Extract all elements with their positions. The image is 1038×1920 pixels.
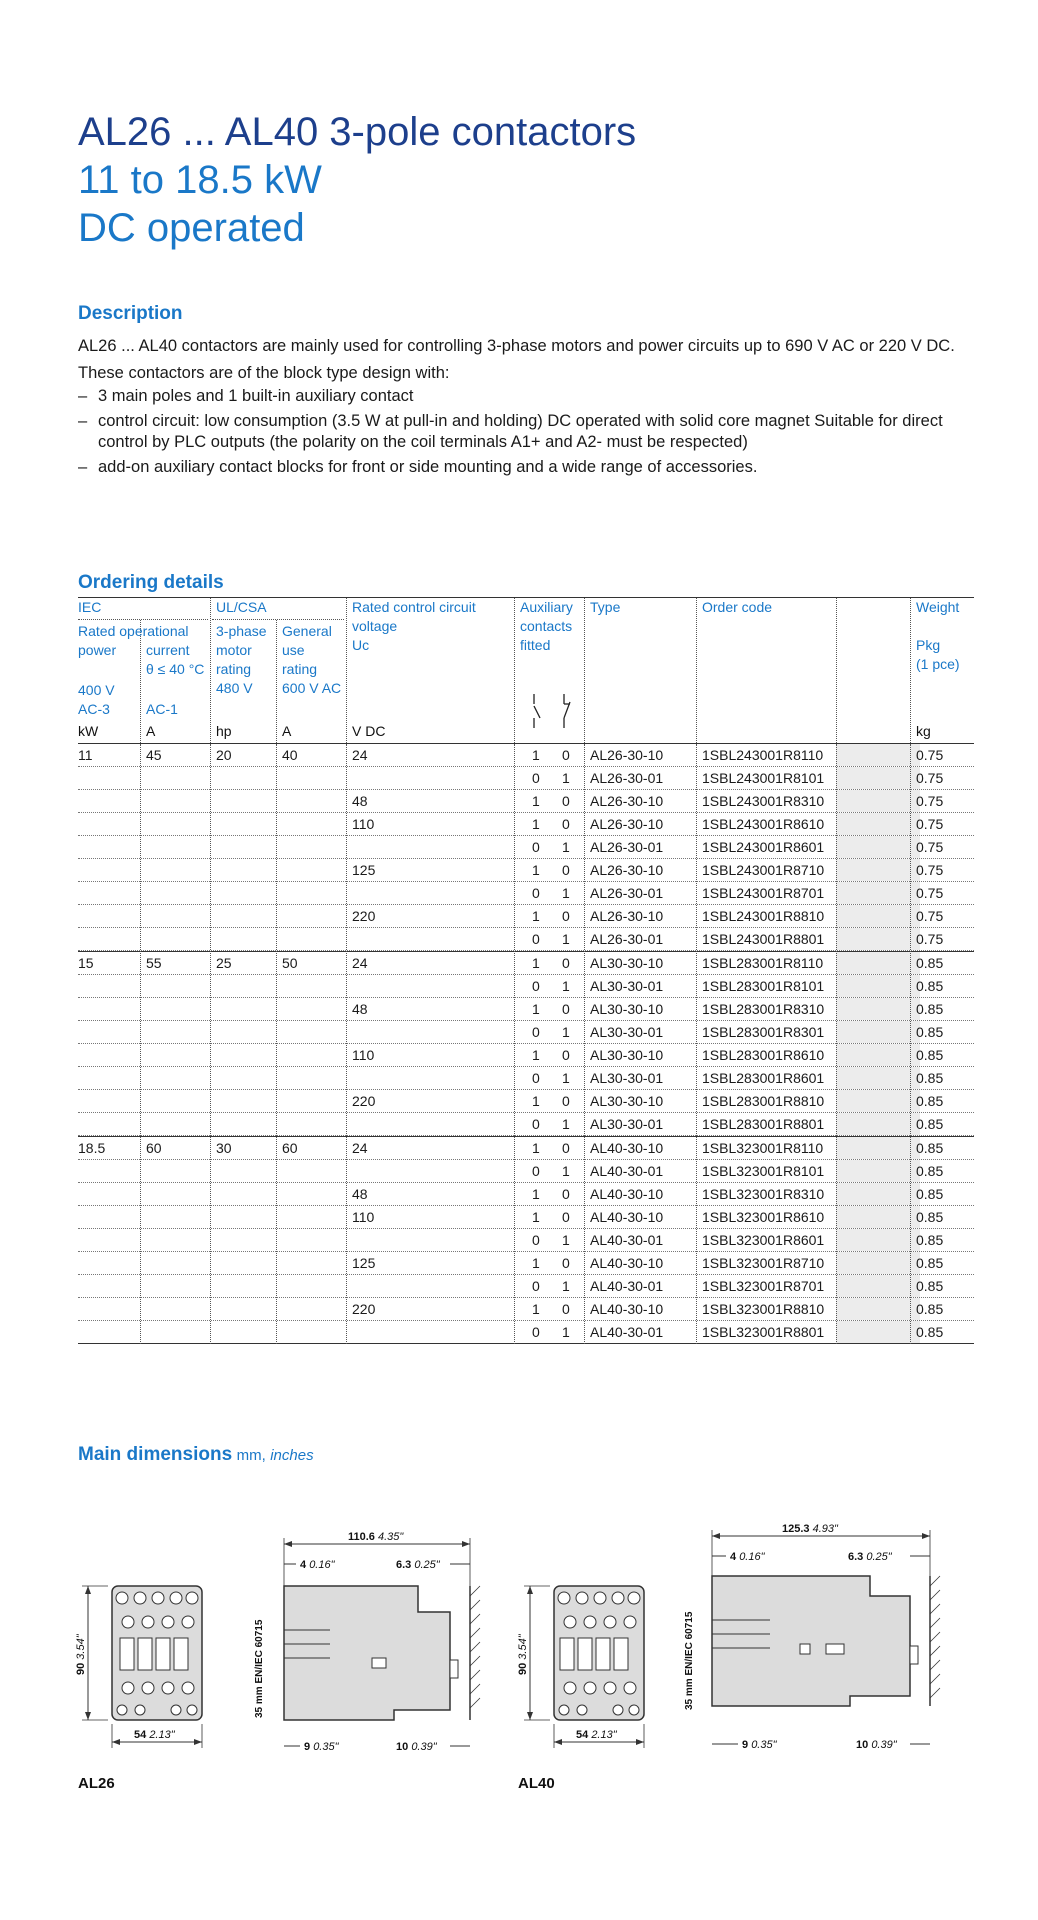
al40-d9: 9 bbox=[742, 1739, 749, 1751]
al26-depth: 110.6 bbox=[348, 1531, 375, 1543]
table-header bbox=[78, 597, 974, 744]
al40-d4: 4 bbox=[730, 1551, 737, 1563]
cell-weight: 0.85 bbox=[916, 1278, 944, 1294]
table-row bbox=[78, 1229, 974, 1252]
cell-type: AL40-30-01 bbox=[590, 1232, 664, 1248]
al26-height: 90 bbox=[75, 1662, 87, 1675]
dimensions-heading: Main dimensions bbox=[78, 1444, 233, 1465]
cell-aux-no: 1 bbox=[532, 1301, 540, 1317]
cell-aux-nc: 0 bbox=[562, 1186, 570, 1202]
cell-order-code: 1SBL283001R8801 bbox=[702, 1116, 825, 1132]
cell-kw: 15 bbox=[78, 955, 94, 971]
cell-type: AL30-30-01 bbox=[590, 1070, 664, 1086]
hdr-theta: θ ≤ 40 °C bbox=[146, 661, 205, 677]
cell-type: AL30-30-01 bbox=[590, 1024, 664, 1040]
cell-aux-no: 1 bbox=[532, 908, 540, 924]
cell-type: AL40-30-10 bbox=[590, 1209, 664, 1225]
cell-type: AL40-30-01 bbox=[590, 1163, 664, 1179]
hdr-gu-4: 600 V AC bbox=[282, 680, 342, 696]
cell-weight: 0.85 bbox=[916, 1093, 944, 1109]
dimensions-units-in: inches bbox=[270, 1447, 314, 1464]
cell-voltage: 24 bbox=[352, 955, 368, 971]
cell-type: AL26-30-01 bbox=[590, 931, 664, 947]
hdr-hp: hp bbox=[216, 723, 232, 739]
al40-depth: 125.3 bbox=[782, 1523, 810, 1535]
table-row bbox=[78, 836, 974, 859]
cell-aux-nc: 0 bbox=[562, 1209, 570, 1225]
cell-aux-no: 1 bbox=[532, 747, 540, 763]
cell-type: AL30-30-10 bbox=[590, 1093, 664, 1109]
cell-weight: 0.85 bbox=[916, 1024, 944, 1040]
cell-aux-nc: 0 bbox=[562, 1255, 570, 1271]
cell-aux-nc: 1 bbox=[562, 1278, 570, 1294]
cell-kw: 11 bbox=[78, 747, 93, 763]
cell-weight: 0.75 bbox=[916, 885, 944, 901]
cell-weight: 0.85 bbox=[916, 978, 944, 994]
hdr-rcv-1: Rated control circuit bbox=[352, 599, 476, 615]
cell-type: AL26-30-01 bbox=[590, 770, 664, 786]
cell-order-code: 1SBL243001R8601 bbox=[702, 839, 825, 855]
cell-type: AL30-30-10 bbox=[590, 1001, 664, 1017]
cell-aux-nc: 0 bbox=[562, 793, 570, 809]
cell-type: AL26-30-10 bbox=[590, 816, 664, 832]
svg-text:125.3 4.93" bbox=[782, 1523, 839, 1535]
cell-order-code: 1SBL243001R8110 bbox=[702, 747, 824, 763]
cell-aux-no: 1 bbox=[532, 862, 540, 878]
cell-voltage: 125 bbox=[352, 1255, 376, 1271]
bullet-item: – 3 main poles and 1 built-in auxiliary contact bbox=[78, 386, 968, 407]
cell-weight: 0.85 bbox=[916, 1163, 944, 1179]
cell-aux-nc: 1 bbox=[562, 1232, 570, 1248]
hdr-iec: IEC bbox=[78, 599, 102, 615]
cell-weight: 0.75 bbox=[916, 862, 944, 878]
al40-front-view bbox=[517, 1586, 644, 1748]
ordering-table bbox=[78, 597, 974, 1344]
table-row bbox=[78, 1136, 974, 1160]
svg-text:110.6 4.35" bbox=[348, 1531, 404, 1543]
cell-aux-no: 1 bbox=[532, 1047, 540, 1063]
al40-d63: 6.3 bbox=[848, 1551, 864, 1563]
table-body bbox=[78, 744, 974, 1344]
al40-d10-in: 0.39" bbox=[871, 1739, 897, 1751]
cell-weight: 0.85 bbox=[916, 1232, 944, 1248]
cell-voltage: 48 bbox=[352, 793, 368, 809]
table-row bbox=[78, 1206, 974, 1229]
cell-voltage: 220 bbox=[352, 1301, 376, 1317]
cell-aux-no: 0 bbox=[532, 978, 540, 994]
hdr-aux-3: fitted bbox=[520, 637, 551, 653]
cell-type: AL40-30-10 bbox=[590, 1255, 664, 1271]
hdr-hp-2: motor bbox=[216, 642, 252, 658]
cell-aux-nc: 1 bbox=[562, 885, 570, 901]
al40-height: 90 bbox=[517, 1662, 529, 1675]
cell-aux-no: 0 bbox=[532, 1070, 540, 1086]
cell-order-code: 1SBL243001R8801 bbox=[702, 931, 825, 947]
table-row bbox=[78, 1160, 974, 1183]
cell-weight: 0.85 bbox=[916, 1116, 944, 1132]
cell-weight: 0.85 bbox=[916, 1001, 944, 1017]
cell-order-code: 1SBL283001R8301 bbox=[702, 1024, 825, 1040]
al26-d63-in: 0.25" bbox=[414, 1559, 440, 1571]
al26-label: AL26 bbox=[78, 1775, 115, 1792]
hdr-pkg-1: Pkg bbox=[916, 637, 941, 653]
dimensions-heading-block bbox=[78, 1444, 314, 1466]
cell-order-code: 1SBL243001R8101 bbox=[702, 770, 825, 786]
table-row bbox=[78, 1183, 974, 1206]
cell-aux-nc: 0 bbox=[562, 1001, 570, 1017]
cell-order-code: 1SBL283001R8601 bbox=[702, 1070, 825, 1086]
cell-voltage: 110 bbox=[352, 816, 375, 832]
cell-weight: 0.75 bbox=[916, 770, 944, 786]
hdr-kg: kg bbox=[916, 723, 931, 739]
svg-text:9 0.35" bbox=[742, 1739, 778, 1751]
cell-aux-no: 1 bbox=[532, 1255, 540, 1271]
cell-type: AL26-30-10 bbox=[590, 793, 664, 809]
table-row bbox=[78, 1021, 974, 1044]
cell-type: AL40-30-01 bbox=[590, 1324, 664, 1340]
hdr-hp-4: 480 V bbox=[216, 680, 253, 696]
cell-weight: 0.85 bbox=[916, 1301, 944, 1317]
cell-order-code: 1SBL243001R8810 bbox=[702, 908, 825, 924]
al26-side-view bbox=[254, 1531, 480, 1753]
cell-aux-no: 1 bbox=[532, 1093, 540, 1109]
al26-d9-in: 0.35" bbox=[313, 1741, 339, 1753]
cell-order-code: 1SBL323001R8810 bbox=[702, 1301, 825, 1317]
hdr-power: power bbox=[78, 642, 117, 658]
table-row bbox=[78, 859, 974, 882]
cell-order-code: 1SBL323001R8310 bbox=[702, 1186, 825, 1202]
cell-aux-nc: 0 bbox=[562, 862, 570, 878]
cell-type: AL30-30-10 bbox=[590, 955, 664, 971]
cell-aux-nc: 1 bbox=[562, 1024, 570, 1040]
cell-aux-no: 1 bbox=[532, 793, 540, 809]
cell-aux-nc: 0 bbox=[562, 1140, 570, 1156]
hdr-order-code: Order code bbox=[702, 599, 773, 615]
svg-text:6.3 0.25" bbox=[848, 1551, 893, 1563]
svg-text:90 3.54" bbox=[75, 1633, 87, 1675]
al26-d63: 6.3 bbox=[396, 1559, 412, 1571]
cell-type: AL30-30-01 bbox=[590, 978, 664, 994]
al40-rail: 35 mm EN/IEC 60715 bbox=[684, 1611, 695, 1710]
cell-aux-nc: 1 bbox=[562, 1163, 570, 1179]
aux-contact-symbol-icon bbox=[524, 694, 580, 730]
hdr-aux-2: contacts bbox=[520, 618, 573, 634]
cell-aux-no: 0 bbox=[532, 1324, 540, 1340]
description-body bbox=[78, 336, 968, 482]
hdr-a1: A bbox=[146, 723, 156, 739]
cell-hp: 25 bbox=[216, 955, 232, 971]
title-line-1: AL26 ... AL40 3-pole contactors bbox=[78, 110, 637, 154]
table-row bbox=[78, 1298, 974, 1321]
dimensions-units-mm: mm, bbox=[236, 1447, 266, 1464]
al40-d4-in: 0.16" bbox=[739, 1551, 765, 1563]
svg-text:10 0.39" bbox=[856, 1739, 898, 1751]
svg-text:54 2.13" bbox=[134, 1729, 176, 1741]
hdr-aux-1: Auxiliary bbox=[520, 599, 573, 615]
ordering-heading: Ordering details bbox=[78, 572, 224, 593]
hdr-gu-2: use bbox=[282, 642, 305, 658]
hdr-ac3: AC-3 bbox=[78, 701, 110, 717]
cell-aux-no: 0 bbox=[532, 839, 540, 855]
cell-weight: 0.75 bbox=[916, 931, 944, 947]
hdr-pkg-2: (1 pce) bbox=[916, 656, 960, 672]
cell-voltage: 48 bbox=[352, 1001, 368, 1017]
cell-type: AL26-30-10 bbox=[590, 747, 664, 763]
cell-general-use: 60 bbox=[282, 1140, 298, 1156]
hdr-a2: A bbox=[282, 723, 292, 739]
cell-weight: 0.75 bbox=[916, 908, 944, 924]
al26-rail: 35 mm EN/IEC 60715 bbox=[254, 1619, 265, 1718]
title-line-3: DC operated bbox=[78, 206, 305, 250]
cell-type: AL30-30-01 bbox=[590, 1116, 664, 1132]
cell-order-code: 1SBL283001R8101 bbox=[702, 978, 825, 994]
hdr-ac1: AC-1 bbox=[146, 701, 178, 717]
cell-weight: 0.75 bbox=[916, 747, 944, 763]
cell-general-use: 40 bbox=[282, 747, 298, 763]
al26-width: 54 bbox=[134, 1729, 147, 1741]
cell-aux-nc: 1 bbox=[562, 978, 570, 994]
table-row bbox=[78, 998, 974, 1021]
cell-order-code: 1SBL283001R8310 bbox=[702, 1001, 825, 1017]
hdr-kw: kW bbox=[78, 723, 99, 739]
table-row bbox=[78, 1044, 974, 1067]
hdr-400v: 400 V bbox=[78, 682, 115, 698]
cell-hp: 20 bbox=[216, 747, 232, 763]
table-row bbox=[78, 1275, 974, 1298]
al40-d63-in: 0.25" bbox=[866, 1551, 892, 1563]
table-row bbox=[78, 1113, 974, 1136]
cell-aux-no: 0 bbox=[532, 1024, 540, 1040]
svg-text:10 0.39" bbox=[396, 1741, 438, 1753]
al26-d9: 9 bbox=[304, 1741, 311, 1753]
cell-hp: 30 bbox=[216, 1140, 232, 1156]
description-heading: Description bbox=[78, 303, 183, 324]
al26-width-in: 2.13" bbox=[149, 1729, 175, 1741]
cell-order-code: 1SBL243001R8610 bbox=[702, 816, 825, 832]
cell-order-code: 1SBL323001R8601 bbox=[702, 1232, 825, 1248]
cell-kw: 18.5 bbox=[78, 1140, 106, 1156]
cell-aux-nc: 0 bbox=[562, 908, 570, 924]
description-bullets bbox=[78, 386, 968, 478]
table-row bbox=[78, 1090, 974, 1113]
cell-aux-nc: 1 bbox=[562, 770, 570, 786]
svg-text:6.3 0.25" bbox=[396, 1559, 441, 1571]
cell-weight: 0.75 bbox=[916, 793, 944, 809]
hdr-current: current bbox=[146, 642, 190, 658]
cell-type: AL26-30-01 bbox=[590, 839, 664, 855]
hdr-type: Type bbox=[590, 599, 621, 615]
cell-general-use: 50 bbox=[282, 955, 298, 971]
cell-weight: 0.85 bbox=[916, 1140, 944, 1156]
cell-order-code: 1SBL243001R8310 bbox=[702, 793, 825, 809]
table-row bbox=[78, 1321, 974, 1344]
cell-aux-no: 0 bbox=[532, 1278, 540, 1294]
cell-aux-nc: 1 bbox=[562, 931, 570, 947]
svg-text:4 0.16" bbox=[300, 1559, 336, 1571]
al26-d4-in: 0.16" bbox=[309, 1559, 335, 1571]
hdr-rcv-3: Uc bbox=[352, 637, 370, 653]
cell-aux-nc: 0 bbox=[562, 1301, 570, 1317]
cell-weight: 0.75 bbox=[916, 816, 944, 832]
cell-weight: 0.85 bbox=[916, 1186, 944, 1202]
table-row bbox=[78, 882, 974, 905]
al40-width: 54 bbox=[576, 1729, 589, 1741]
cell-aux-nc: 0 bbox=[562, 1047, 570, 1063]
cell-type: AL26-30-01 bbox=[590, 885, 664, 901]
al40-side-view bbox=[684, 1523, 940, 1751]
cell-aux-nc: 0 bbox=[562, 955, 570, 971]
al26-height-in: 3.54" bbox=[75, 1634, 87, 1660]
cell-aux-no: 1 bbox=[532, 1209, 540, 1225]
cell-order-code: 1SBL283001R8610 bbox=[702, 1047, 825, 1063]
cell-aux-no: 0 bbox=[532, 1163, 540, 1179]
table-row bbox=[78, 975, 974, 998]
cell-weight: 0.75 bbox=[916, 839, 944, 855]
cell-aux-no: 1 bbox=[532, 1140, 540, 1156]
al40-depth-in: 4.93" bbox=[812, 1523, 838, 1535]
cell-aux-no: 0 bbox=[532, 1116, 540, 1132]
cell-type: AL40-30-01 bbox=[590, 1278, 664, 1294]
cell-voltage: 48 bbox=[352, 1186, 368, 1202]
cell-type: AL26-30-10 bbox=[590, 908, 664, 924]
svg-text:54 2.13" bbox=[576, 1729, 618, 1741]
cell-aux-no: 1 bbox=[532, 816, 540, 832]
cell-aux-no: 0 bbox=[532, 770, 540, 786]
al40-width-in: 2.13" bbox=[591, 1729, 617, 1741]
cell-current: 45 bbox=[146, 747, 162, 763]
cell-aux-no: 0 bbox=[532, 1232, 540, 1248]
al26-depth-in: 4.35" bbox=[377, 1531, 404, 1543]
table-row bbox=[78, 1067, 974, 1090]
cell-order-code: 1SBL323001R8110 bbox=[702, 1140, 824, 1156]
cell-order-code: 1SBL323001R8610 bbox=[702, 1209, 825, 1225]
table-row bbox=[78, 951, 974, 975]
svg-text:90 3.54" bbox=[517, 1633, 529, 1675]
al26-front-view bbox=[75, 1586, 202, 1748]
cell-aux-no: 0 bbox=[532, 931, 540, 947]
table-row bbox=[78, 1252, 974, 1275]
cell-weight: 0.85 bbox=[916, 1209, 944, 1225]
description-design: These contactors are of the block type design with: bbox=[78, 364, 450, 382]
cell-voltage: 110 bbox=[352, 1047, 375, 1063]
cell-aux-nc: 1 bbox=[562, 839, 570, 855]
cell-voltage: 220 bbox=[352, 1093, 376, 1109]
hdr-rcv-2: voltage bbox=[352, 618, 398, 634]
cell-voltage: 125 bbox=[352, 862, 376, 878]
cell-aux-nc: 1 bbox=[562, 1070, 570, 1086]
cell-voltage: 24 bbox=[352, 1140, 368, 1156]
table-row bbox=[78, 905, 974, 928]
table-row bbox=[78, 928, 974, 951]
cell-weight: 0.85 bbox=[916, 1070, 944, 1086]
cell-order-code: 1SBL243001R8701 bbox=[702, 885, 825, 901]
table-row bbox=[78, 767, 974, 790]
cell-type: AL40-30-10 bbox=[590, 1186, 664, 1202]
svg-text:9 0.35" bbox=[304, 1741, 340, 1753]
table-row bbox=[78, 813, 974, 836]
cell-weight: 0.85 bbox=[916, 1255, 944, 1271]
cell-current: 55 bbox=[146, 955, 162, 971]
al26-d10: 10 bbox=[396, 1741, 409, 1753]
table-row bbox=[78, 790, 974, 813]
cell-aux-nc: 0 bbox=[562, 816, 570, 832]
cell-aux-nc: 1 bbox=[562, 1324, 570, 1340]
al40-height-in: 3.54" bbox=[517, 1634, 529, 1660]
cell-aux-no: 0 bbox=[532, 885, 540, 901]
dimension-drawings bbox=[0, 1510, 1038, 1810]
cell-type: AL40-30-10 bbox=[590, 1140, 664, 1156]
al40-d10: 10 bbox=[856, 1739, 869, 1751]
al40-d9-in: 0.35" bbox=[751, 1739, 777, 1751]
cell-weight: 0.85 bbox=[916, 955, 944, 971]
cell-aux-nc: 0 bbox=[562, 1093, 570, 1109]
cell-order-code: 1SBL323001R8701 bbox=[702, 1278, 825, 1294]
cell-weight: 0.85 bbox=[916, 1324, 944, 1340]
hdr-hp-3: rating bbox=[216, 661, 252, 677]
hdr-ulcsa: UL/CSA bbox=[216, 599, 267, 615]
hdr-rated-operational: Rated operational bbox=[78, 623, 189, 639]
cell-order-code: 1SBL323001R8710 bbox=[702, 1255, 825, 1271]
table-row bbox=[78, 744, 974, 767]
cell-aux-no: 1 bbox=[532, 1001, 540, 1017]
cell-voltage: 220 bbox=[352, 908, 376, 924]
al26-d10-in: 0.39" bbox=[411, 1741, 437, 1753]
cell-aux-no: 1 bbox=[532, 955, 540, 971]
bullet-item: – add-on auxiliary contact blocks for front or side mounting and a wide range of accessories. bbox=[78, 457, 968, 478]
hdr-gu-3: rating bbox=[282, 661, 318, 677]
cell-type: AL30-30-10 bbox=[590, 1047, 664, 1063]
description-intro: AL26 ... AL40 contactors are mainly used for controlling 3-phase motors and power circuits up to 690 V AC or 220 V DC. bbox=[78, 337, 955, 355]
hdr-hp-1: 3-phase bbox=[216, 623, 267, 639]
cell-order-code: 1SBL283001R8810 bbox=[702, 1093, 825, 1109]
cell-aux-no: 1 bbox=[532, 1186, 540, 1202]
cell-order-code: 1SBL323001R8801 bbox=[702, 1324, 825, 1340]
cell-type: AL40-30-10 bbox=[590, 1301, 664, 1317]
cell-aux-nc: 0 bbox=[562, 747, 570, 763]
cell-weight: 0.85 bbox=[916, 1047, 944, 1063]
cell-voltage: 110 bbox=[352, 1209, 375, 1225]
bullet-item: – control circuit: low consumption (3.5 W at pull-in and holding) DC operated with solid core magnet Suitable for direct control by PLC outputs (the polarity on the coil terminals A1+ and A2- must be respected) bbox=[78, 411, 968, 453]
al26-d4: 4 bbox=[300, 1559, 307, 1571]
hdr-gu-1: General bbox=[282, 623, 332, 639]
cell-order-code: 1SBL283001R8110 bbox=[702, 955, 824, 971]
page-title bbox=[78, 108, 636, 252]
cell-voltage: 24 bbox=[352, 747, 368, 763]
al40-label: AL40 bbox=[518, 1775, 555, 1792]
cell-aux-nc: 1 bbox=[562, 1116, 570, 1132]
dimension-svg bbox=[0, 1510, 1038, 1810]
title-line-2: 11 to 18.5 kW bbox=[78, 158, 322, 202]
hdr-vdc: V DC bbox=[352, 723, 386, 739]
cell-order-code: 1SBL323001R8101 bbox=[702, 1163, 825, 1179]
cell-current: 60 bbox=[146, 1140, 162, 1156]
cell-type: AL26-30-10 bbox=[590, 862, 664, 878]
hdr-weight: Weight bbox=[916, 599, 960, 615]
cell-order-code: 1SBL243001R8710 bbox=[702, 862, 825, 878]
svg-text:4 0.16" bbox=[730, 1551, 766, 1563]
